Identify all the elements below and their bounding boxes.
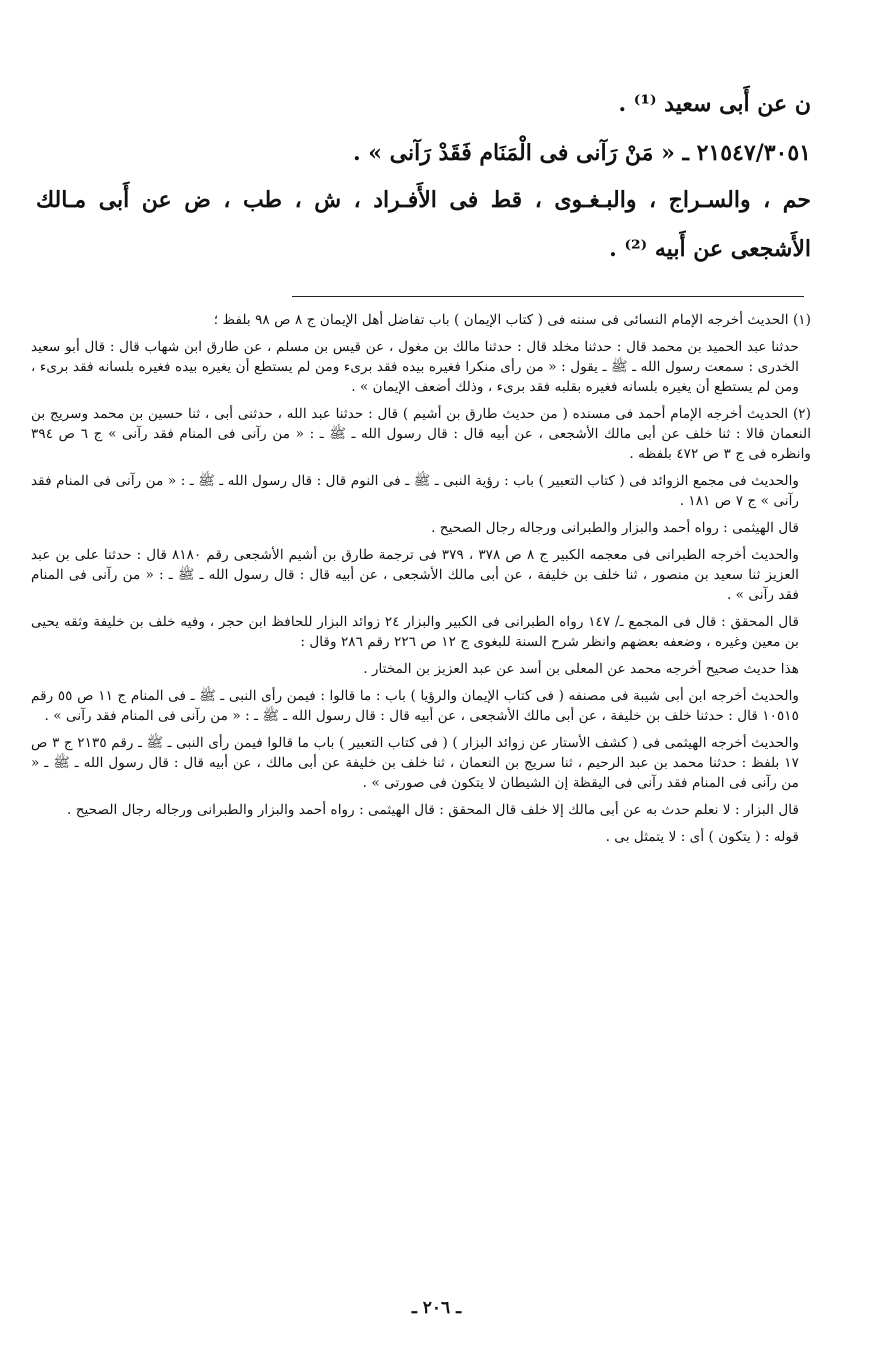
footnote-paragraph: والحديث أخرجه الهيثمى فى ( كشف الأستار عن زوائد البزار ) ( فى كتاب التعبير ) باب ما قالوا فيمن رأى النبى ـ ﷺ ـ رقم ٢١٣٥ ج ٣ ص ١٧ بلفظ : حدثنا محمد بن عبد الرحيم ، ثنا سريج بن النعمان ، ثنا خلف بن خليفة عن أبى مالك ، عن أبيه قال : قال رسول الله ـ ﷺ ـ « من رآنى فى المنام فقد رآنى فى اليقظة إن الشيطان لا يتكون فى صورتى » .: [31, 735, 799, 791]
footnote-separator: [292, 296, 804, 297]
footnote-paragraph: والحديث أخرجه ابن أبى شيبة فى مصنفه ( فى كتاب الإيمان والرؤيا ) باب : ما قالوا : فيمن رأى النبى ـ ﷺ ـ فى المنام ج ١١ ص ٥٥ رقم ١٠٥١٥ قال : حدثنا خلف بن خليفة ، عن أبى مالك الأشجعى ، عن أبيه قال : قال رسول الله ـ ﷺ ـ : « من رآنى فى المنام فقد رآنى » .: [31, 688, 799, 724]
footnote-paragraph: قوله : ( يتكون ) أى : لا يتمثل بى .: [605, 829, 799, 845]
footnote-paragraph: قال المحقق : قال فى المجمع ـ/ ١٤٧ رواه الطبرانى فى الكبير والبزار ٢٤ زوائد البزار للحافظ ابن حجر ، وفيه خلف بن خليفة وثقه يحيى بن معين وغيره ، وضعفه بعضهم وانظر شرح السنة للبغوى ج ١٢ ص ٢٢٦ رقم ٢٨٦ وقال :: [31, 614, 799, 650]
footnotes: [31, 310, 811, 854]
footnote-paragraph: قال البزار : لا نعلم حدث به عن أبى مالك إلا خلف قال المحقق : قال الهيثمى : رواه أحمد والبزار والطبرانى ورجاله رجال الصحيح .: [67, 802, 799, 818]
footnote-paragraph: حدثنا عبد الحميد بن محمد قال : حدثنا مخلد قال : حدثنا مالك بن مغول ، عن قيس بن مسلم ، عن طارق ابن شهاب قال : قال أبو سعيد الخدرى : سمعت رسول الله ـ ﷺ ـ يقول : « من رأى منكرا فغيره بيده فقد برىء ومن لم يستطع أن يغيره بيده فغيره بلسانه فقد برىء ، ومن لم يستطع أن يغيره بلسانه فغيره بقلبه فقد برىء ، وذلك أضعف الإيمان » .: [31, 339, 799, 395]
footnote-paragraph: والحديث أخرجه الطبرانى فى معجمه الكبير ج ٨ ص ٣٧٨ ، ٣٧٩ فى ترجمة طارق بن أشيم الأشجعى رقم ٨١٨٠ قال : حدثنا على بن عبد العزيز ثنا سعيد بن منصور ، ثنا خلف بن خليفة ، عن أبى مالك الأشجعى ، عن أبيه قال : قال رسول الله ـ ﷺ ـ : « من رآنى فى المنام فقد رآنى » .: [31, 547, 800, 603]
footnote-paragraph: (١) الحديث أخرجه الإمام النسائى فى سننه فى ( كتاب الإيمان ) باب تفاضل أهل الإيمان ج ٨ ص ٩٨ بلفظ ؛: [213, 312, 811, 328]
footnote-paragraph: (٢) الحديث أخرجه الإمام أحمد فى مسنده ( من حديث طارق بن أشيم ) قال : حدثنا عبد الله ، حدثنى أبى ، ثنا حسين بن محمد وسريج بن النعمان قالا : ثنا خلف عن أبى مالك الأشجعى ، عن أبيه قال : قال رسول الله ـ ﷺ ـ : « من رآنى فى المنام فقد رآنى » ج ٦ ص ٣٩٤ وانظره فى ج ٣ ص ٤٧٢ بلفظه .: [31, 406, 811, 462]
footnote-2: [31, 404, 811, 847]
footnote-paragraph: قال الهيثمى : رواه أحمد والبزار والطبرانى ورجاله رجال الصحيح .: [431, 520, 799, 536]
hadith-line-2: ٢١٥٤٧/٣٠٥١ ـ « مَنْ رَآنى فى الْمَنَام فَقَدْ رَآنى » .: [352, 140, 811, 166]
hadith-line-3: حم ، والسـراج ، والبـغـوى ، قط فى الأَفـراد ، ش ، طب ، ض عن أَبى مـالك: [36, 187, 811, 213]
page-number: ـ ٢٠٦ ـ: [411, 1298, 462, 1318]
footnote-paragraph: هذا حديث صحيح أخرجه محمد عن المعلى بن أسد عن عبد العزيز بن المختار .: [363, 661, 799, 677]
footnote-1: [31, 310, 811, 397]
hadith-line-1: ن عن أَبى سعيد ⁽¹⁾ .: [618, 91, 811, 117]
hadith-text: [36, 92, 811, 262]
hadith-line-4: الأَشجعى عن أَبيه ⁽²⁾ .: [609, 236, 811, 262]
footnote-paragraph: والحديث فى مجمع الزوائد فى ( كتاب التعبير ) باب : رؤية النبى ـ ﷺ ـ فى النوم قال : قال رسول الله ـ ﷺ ـ : « من رآنى فى المنام فقد رآنى » ج ٧ ص ١٨١ .: [31, 473, 799, 509]
